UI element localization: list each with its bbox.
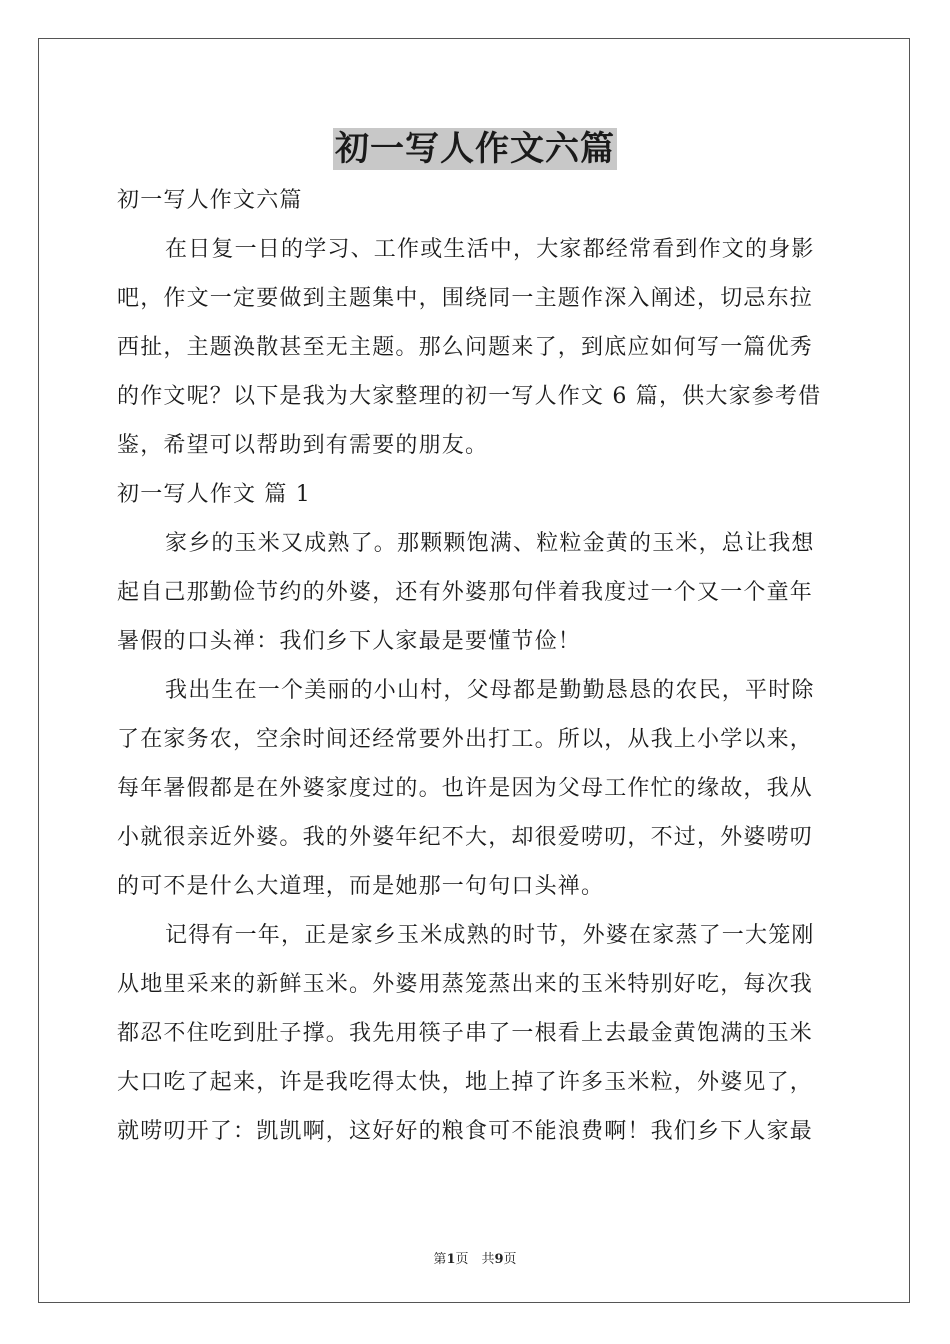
footer-page-mid: 页 共: [455, 1252, 495, 1267]
footer-page-suffix: 页: [503, 1252, 517, 1267]
text-line: 大口吃了起来，许是我吃得太快，地上掉了许多玉米粒，外婆见了，: [117, 1070, 814, 1095]
text-line: 初一写人作文六篇: [117, 188, 303, 213]
text-line: 我出生在一个美丽的小山村，父母都是勤勤恳恳的农民，平时除: [165, 678, 815, 703]
footer-page-total: 9: [494, 1252, 504, 1267]
text-line: 鉴，希望可以帮助到有需要的朋友。: [117, 433, 489, 458]
text-line: 的作文呢？以下是我为大家整理的初一写人作文 6 篇，供大家参考借: [117, 384, 822, 409]
text-line: 记得有一年，正是家乡玉米成熟的时节，外婆在家蒸了一大笼刚: [165, 923, 815, 948]
text-line: 西扯，主题涣散甚至无主题。那么问题来了，到底应如何写一篇优秀: [117, 335, 814, 360]
text-line: 从地里采来的新鲜玉米。外婆用蒸笼蒸出来的玉米特别好吃，每次我: [117, 972, 814, 997]
text-line: 起自己那勤俭节约的外婆，还有外婆那句伴着我度过一个又一个童年: [117, 580, 814, 605]
text-line: 了在家务农，空余时间还经常要外出打工。所以，从我上小学以来，: [117, 727, 814, 752]
text-line: 吧，作文一定要做到主题集中，围绕同一主题作深入阐述，切忌东拉: [117, 286, 814, 311]
text-line: 就唠叨开了：凯凯啊，这好好的粮食可不能浪费啊！我们乡下人家最: [117, 1119, 814, 1144]
text-line: 初一写人作文 篇 1: [117, 482, 311, 507]
text-line: 每年暑假都是在外婆家度过的。也许是因为父母工作忙的缘故，我从: [117, 776, 814, 801]
text-line: 在日复一日的学习、工作或生活中，大家都经常看到作文的身影: [165, 237, 815, 262]
text-line: 小就很亲近外婆。我的外婆年纪不大，却很爱唠叨，不过，外婆唠叨: [117, 825, 814, 850]
text-line: 暑假的口头禅：我们乡下人家最是要懂节俭！: [117, 629, 582, 654]
footer-page-current: 1: [446, 1252, 456, 1267]
title-block: [0, 128, 950, 170]
text-line: 的可不是什么大道理，而是她那一句句口头禅。: [117, 874, 605, 899]
page-footer: [0, 1248, 950, 1267]
document-body: [117, 176, 833, 1156]
text-line: 都忍不住吃到肚子撑。我先用筷子串了一根看上去最金黄饱满的玉米: [117, 1021, 814, 1046]
document-title: 初一写人作文六篇: [335, 129, 615, 169]
footer-page-prefix: 第: [433, 1252, 447, 1267]
text-line: 家乡的玉米又成熟了。那颗颗饱满、粒粒金黄的玉米，总让我想: [165, 531, 815, 556]
